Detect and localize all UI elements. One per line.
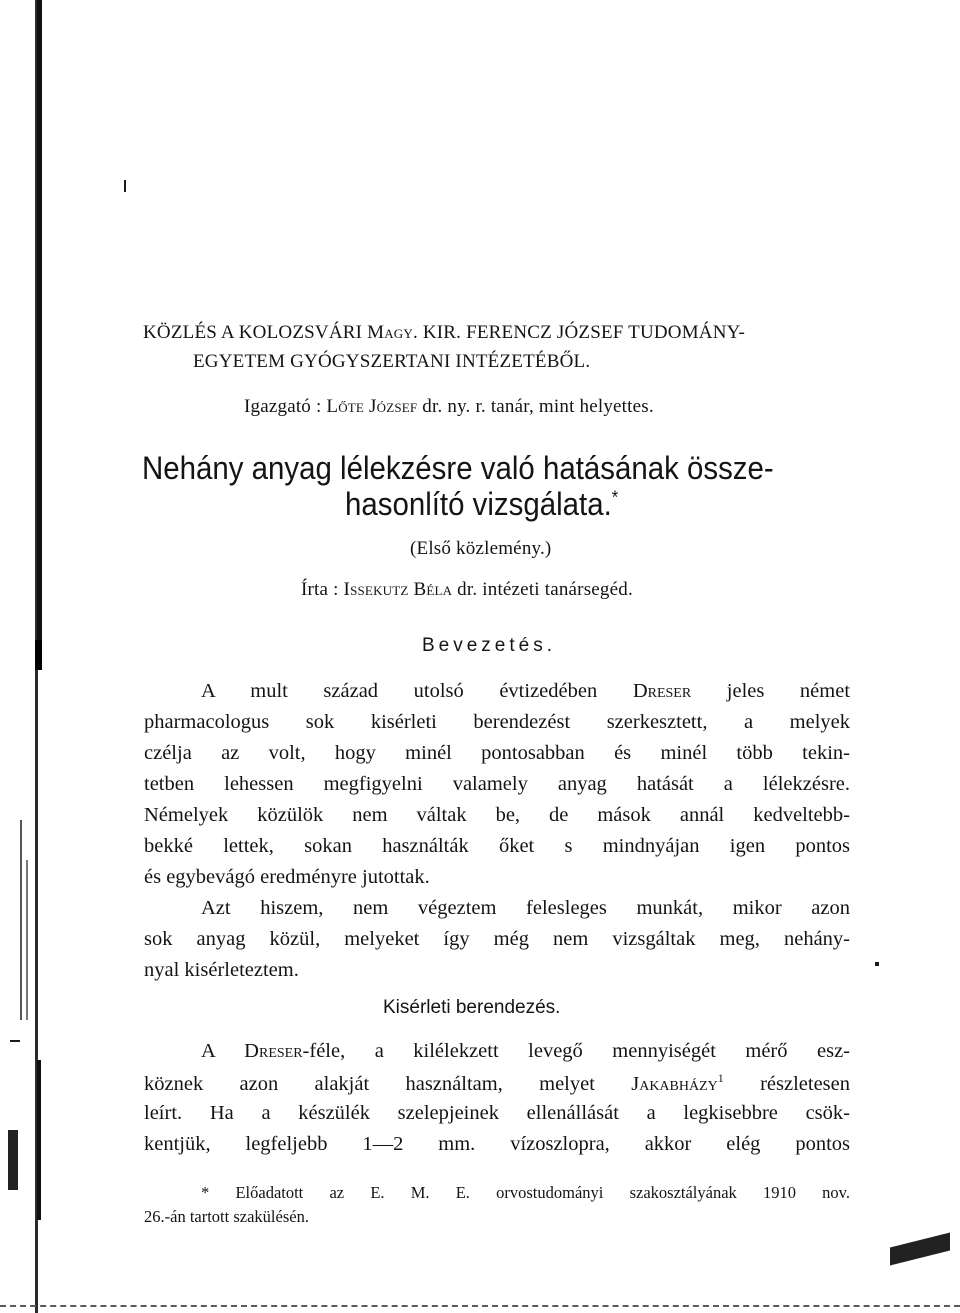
article-title-line-2 (345, 486, 618, 523)
paragraph-3-line-4: kentjük, legfeljebb 1—2 mm. vízoszlopra, akkor elég pontos (144, 1133, 850, 1155)
paragraph-2-line-3: nyal kisérleteztem. (144, 959, 299, 981)
scan-speck (10, 1040, 20, 1042)
institute-header-text: KÖZLÉS A KOLOZSVÁRI (143, 322, 368, 343)
page-bottom-dashed-rule (0, 1305, 960, 1307)
paragraph-1-line-1 (201, 680, 850, 703)
author-name: Issekutz Béla (343, 579, 453, 600)
scan-edge-shadow-upper (37, 0, 42, 640)
author-reference-dreser: Dreser (632, 680, 692, 702)
paragraph-2-line-1: Azt hiszem, nem végeztem felesleges munkát, mikor azon (201, 897, 850, 919)
paragraph-1-line-4: tetben lehessen megfigyelni valamely anyag hatását a lélekzésre. (144, 773, 850, 795)
footnote-line-2: 26.-án tartott szakülésén. (144, 1207, 309, 1226)
paragraph-text: A mult század utolsó évtizedében (201, 680, 633, 702)
article-title-text: hasonlító vizsgálata. (345, 486, 612, 522)
director-prefix: Igazgató : (244, 396, 327, 417)
paragraph-2-line-2: sok anyag közül, melyeket így még nem vizsgáltak meg, nehány- (144, 928, 850, 950)
institute-header-line-1 (143, 322, 745, 344)
paragraph-1-line-6: bekké lettek, sokan használták őket s mindnyájan igen pontos (144, 835, 850, 857)
scan-speck (20, 820, 22, 1020)
section-heading-introduction: Bevezetés. (422, 635, 556, 656)
scan-speck (890, 1233, 950, 1266)
director-suffix: dr. ny. r. tanár, mint helyettes. (417, 396, 654, 417)
footnote-line-1: * Előadatott az E. M. E. orvostudományi szakosztályának 1910 nov. (201, 1183, 850, 1202)
scan-speck (875, 962, 879, 966)
author-reference-dreser: Dreser (244, 1040, 303, 1062)
author-suffix: dr. intézeti tanársegéd. (452, 579, 633, 600)
scan-speck (8, 1130, 18, 1190)
section-heading-experimental: Kisérleti berendezés. (383, 997, 561, 1018)
communication-note: (Első közlemény.) (410, 538, 552, 559)
reference-mark: 1 (717, 1071, 724, 1085)
institute-header-text-end: . KIR. FERENCZ JÓZSEF TUDOMÁNY- (412, 322, 745, 343)
paragraph-1-line-7: és egybevágó eredményre jutottak. (144, 866, 430, 888)
paragraph-text: köznek azon alakját használtam, melyet (144, 1072, 632, 1095)
institute-header-abbrev: Magy (367, 322, 413, 343)
author-prefix: Írta : (301, 579, 344, 600)
paragraph-1-line-3: czélja az volt, hogy minél pontosabban és minél több tekin- (144, 742, 850, 764)
paragraph-text: A (201, 1040, 245, 1062)
author-line (301, 579, 633, 601)
scan-speck (26, 860, 28, 1020)
author-reference-jakabhazy: Jakabházy (631, 1072, 718, 1095)
paragraph-text: -féle, a kilélekzett levegő mennyiségét mérő esz- (302, 1040, 850, 1062)
article-title-line-1: Nehány anyag lélekzésre való hatásának össze- (142, 450, 774, 486)
paragraph-1-line-5: Némelyek közülök nem váltak be, de mások annál kedveltebb- (144, 804, 850, 826)
director-name: Lőte József (326, 396, 418, 417)
scan-edge-shadow-lower (37, 1060, 41, 1220)
paragraph-3-line-3: leírt. Ha a készülék szelepjeinek ellenállását a legkisebbre csök- (144, 1102, 850, 1124)
scan-speck (124, 180, 126, 192)
director-line (244, 396, 654, 418)
paragraph-3-line-1 (201, 1040, 850, 1063)
paragraph-text: részletesen (723, 1072, 850, 1095)
paragraph-1-line-2: pharmacologus sok kisérleti berendezést szerkesztett, a melyek (144, 711, 850, 733)
institute-header-line-2: EGYETEM GYÓGYSZERTANI INTÉZETÉBŐL. (193, 351, 591, 372)
title-footnote-mark: * (611, 487, 619, 508)
scan-edge-shadow-mark (35, 640, 42, 670)
paragraph-3-line-2 (144, 1071, 850, 1096)
paragraph-text: jeles német (691, 680, 851, 702)
